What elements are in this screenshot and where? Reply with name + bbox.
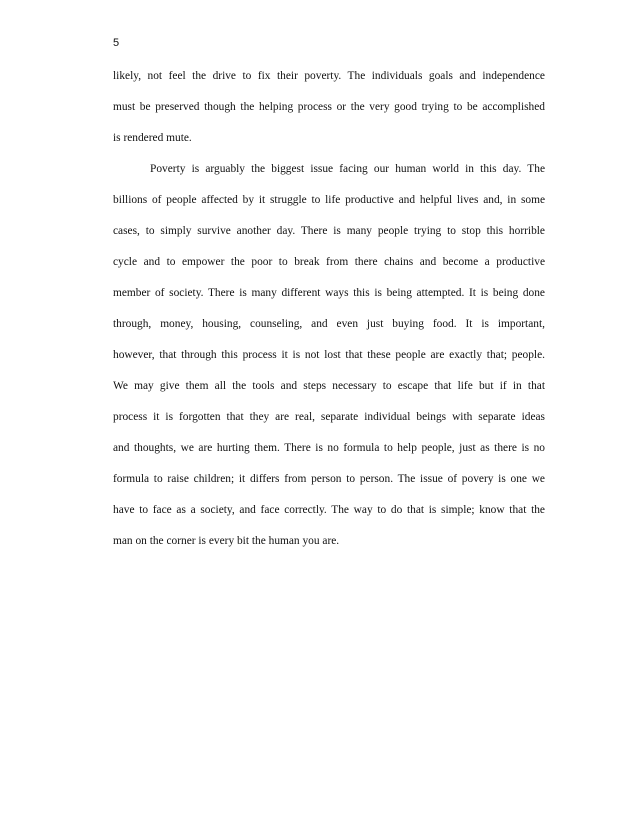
paragraph-first-line: Poverty is arguably the biggest issue facing our human world in this day. The bbox=[150, 163, 545, 175]
text-line: We may give them all the tools and steps necessary to escape that life but if in that bbox=[113, 380, 545, 392]
text-line: process it is forgotten that they are real, separate individual beings with separate ideas bbox=[113, 411, 545, 423]
text-line: man on the corner is every bit the human you are. bbox=[113, 535, 340, 547]
text-line: formula to raise children; it differs from person to person. The issue of povery is one we bbox=[113, 473, 545, 485]
text-line: must be preserved though the helping process or the very good trying to be accomplished bbox=[113, 101, 545, 113]
text-line: however, that through this process it is not lost that these people are exactly that; people. bbox=[113, 349, 545, 361]
text-line: member of society. There is many different ways this is being attempted. It is being done bbox=[113, 287, 545, 299]
text-line: and thoughts, we are hurting them. There is no formula to help people, just as there is no bbox=[113, 442, 545, 454]
text-line: likely, not feel the drive to fix their poverty. The individuals goals and independence bbox=[113, 70, 545, 82]
text-line: billions of people affected by it struggle to life productive and helpful lives and, in some bbox=[113, 194, 545, 206]
page-number: 5 bbox=[113, 37, 120, 49]
text-line: have to face as a society, and face correctly. The way to do that is simple; know that the bbox=[113, 504, 545, 516]
text-line: is rendered mute. bbox=[113, 132, 192, 144]
text-line: cases, to simply survive another day. There is many people trying to stop this horrible bbox=[113, 225, 545, 237]
body-text bbox=[113, 68, 545, 564]
text-line: cycle and to empower the poor to break from there chains and become a productive bbox=[113, 256, 545, 268]
text-line: through, money, housing, counseling, and even just buying food. It is important, bbox=[113, 318, 545, 330]
